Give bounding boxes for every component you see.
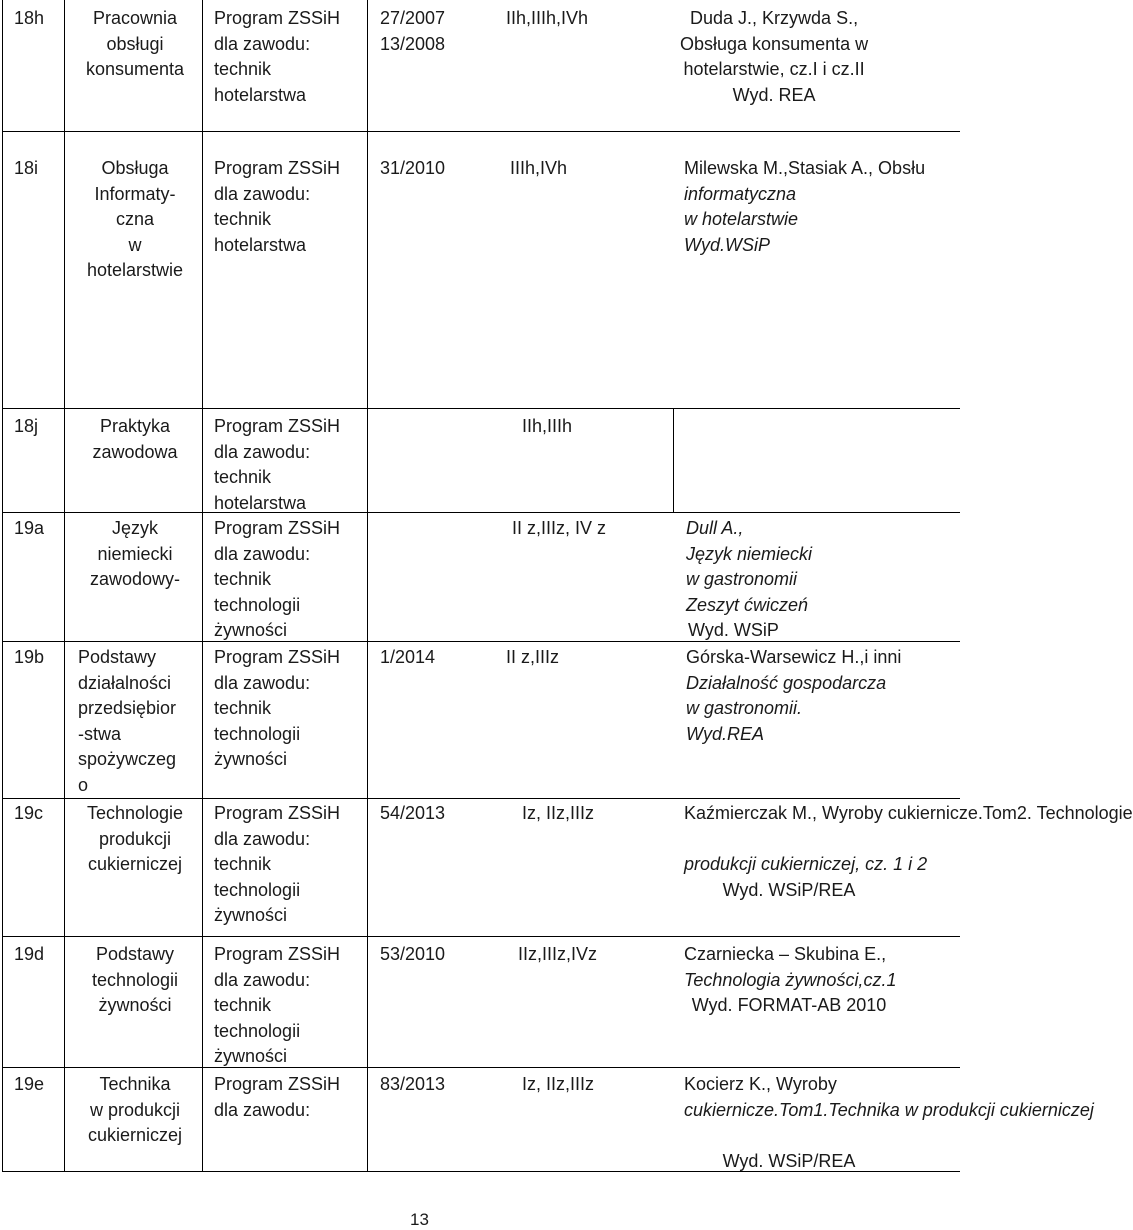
table-divider-subject	[202, 0, 203, 1172]
class-list: Iz, IIz,IIIz	[522, 803, 595, 823]
row-number: 19e	[14, 1074, 45, 1094]
subject-name: Pracownia obsługi konsumenta	[85, 8, 185, 79]
row-number: 19c	[14, 803, 44, 823]
row-number: 19a	[14, 518, 45, 538]
textbook-author: Kaźmierczak M., Wyroby cukiernicze.Tom2. Technologie	[684, 803, 1133, 823]
row-divider	[2, 641, 960, 642]
row-number: 19b	[14, 647, 45, 667]
textbook-author: Kocierz K., Wyroby	[684, 1074, 837, 1094]
table-border-left	[2, 0, 3, 1172]
program-name: Program ZSSiH dla zawodu: technik technologii żywności	[214, 803, 341, 925]
class-list: IIIh,IVh	[510, 158, 568, 178]
row-divider	[2, 1067, 960, 1068]
subject-name: Praktyka zawodowa	[92, 416, 178, 462]
program-name: Program ZSSiH dla zawodu: technik hotelarstwa	[214, 158, 341, 255]
program-name: Program ZSSiH dla zawodu:	[214, 1074, 341, 1120]
textbook-title: cukiernicze.Tom1.Technika w produkcji cukierniczej	[684, 1099, 1094, 1120]
table-divider-num	[64, 0, 65, 1172]
textbook-title: produkcji cukierniczej, cz. 1 i 2	[684, 854, 928, 874]
textbook-author: Górska-Warsewicz H.,i inni	[686, 647, 902, 667]
textbook-author: Czarniecka – Skubina E.,	[684, 944, 887, 964]
textbook-info: Duda J., Krzywda S., Obsługa konsumenta w hotelarstwie, cz.I i cz.II Wyd. REA	[680, 8, 869, 105]
program-number: 1/2014	[380, 647, 436, 667]
subject-name: Język niemiecki zawodowy-	[89, 518, 181, 589]
program-name: Program ZSSiH dla zawodu: technik technologii żywności	[214, 647, 341, 769]
textbook-title: Działalność gospodarcza w gastronomii. Wyd.REA	[686, 672, 887, 744]
subject-name: Obsługa Informaty- czna w hotelarstwie	[86, 158, 184, 280]
subject-name: Podstawy technologii żywności	[91, 944, 179, 1015]
table-divider-book	[673, 408, 674, 512]
textbook-author: Milewska M.,Stasiak A., Obsłu	[684, 158, 926, 178]
textbook-title: Dull A., Język niemiecki w gastronomii Zeszyt ćwiczeń	[686, 518, 813, 615]
class-list: IIz,IIIz,IVz	[518, 944, 598, 964]
row-number: 18h	[14, 8, 45, 28]
class-list: II z,IIIz	[506, 647, 560, 667]
program-number: 54/2013	[380, 803, 446, 823]
row-number: 18i	[14, 158, 39, 178]
program-number: 31/2010	[380, 158, 446, 178]
textbook-publisher: Wyd. WSiP/REA	[722, 1150, 856, 1171]
subject-name: Podstawy działalności przedsiębior -stwa spożywczeg o	[78, 647, 177, 795]
subject-name: Technologie produkcji cukierniczej	[86, 803, 184, 874]
row-divider	[2, 936, 960, 937]
class-list: II z,IIIz, IV z	[512, 518, 607, 538]
program-number: 27/2007 13/2008	[380, 8, 446, 54]
textbook-publisher: Wyd. WSiP	[688, 620, 779, 640]
textbook-publisher: Wyd. FORMAT-AB 2010	[691, 995, 887, 1015]
row-divider	[2, 512, 960, 513]
table-divider-program	[367, 0, 368, 1172]
row-number: 18j	[14, 416, 39, 436]
program-name: Program ZSSiH dla zawodu: technik hotelarstwa	[214, 8, 341, 105]
program-name: Program ZSSiH dla zawodu: technik technologii żywności	[214, 944, 341, 1066]
program-number: 83/2013	[380, 1074, 446, 1094]
class-list: Iz, IIz,IIIz	[522, 1074, 595, 1094]
textbook-publisher: Wyd. WSiP/REA	[722, 879, 856, 900]
class-list: IIh,IIIh,IVh	[506, 8, 589, 28]
textbook-title: informatyczna w hotelarstwie Wyd.WSiP	[684, 183, 799, 255]
class-list: IIh,IIIh	[522, 416, 573, 436]
program-name: Program ZSSiH dla zawodu: technik technologii żywności	[214, 518, 341, 640]
subject-name: Technika w produkcji cukierniczej	[87, 1074, 183, 1145]
row-number: 19d	[14, 944, 45, 964]
row-divider	[2, 798, 960, 799]
page-number: 13	[410, 1210, 429, 1229]
program-number: 53/2010	[380, 944, 446, 964]
row-divider	[2, 408, 960, 409]
row-divider	[2, 131, 960, 132]
program-name: Program ZSSiH dla zawodu: technik hotelarstwa	[214, 416, 341, 513]
textbook-title: Technologia żywności,cz.1	[684, 969, 897, 990]
